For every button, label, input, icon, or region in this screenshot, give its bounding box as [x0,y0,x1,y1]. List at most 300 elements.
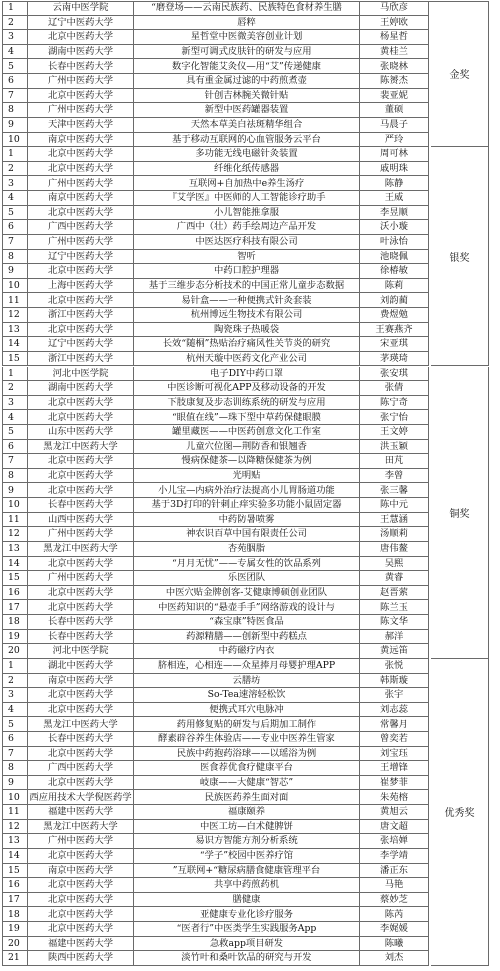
row-number: 2 [2,674,28,689]
school-name: 长春中医药大学 [28,732,134,747]
school-name: 南京中医药大学 [28,191,134,206]
school-name: 南京中医药大学 [28,864,134,879]
leader-name: 王慧涵 [360,513,429,528]
table-row [2,893,489,908]
leader-name: 田芃 [360,454,429,469]
leader-name: 马晨子 [360,118,429,133]
project-name: 光明贴 [134,469,360,484]
project-name: 易针盒——一种便携式针灸套装 [134,293,360,308]
leader-name: 陈兰玉 [360,600,429,615]
table-row [2,717,489,732]
table-row [2,410,489,425]
school-name: 浙江中医药大学 [28,308,134,323]
table-row [2,688,489,703]
school-name: 长春中医药大学 [28,615,134,630]
project-name: 云膳坊 [134,674,360,689]
table-row [2,454,489,469]
project-name: 中医工坊—白术健脾饼 [134,820,360,835]
table-row [2,425,489,440]
project-name: 中医药知识的“悬壶手手”网络游戏的设计与 [134,600,360,615]
project-name: “学子”校园中医养疗馆 [134,849,360,864]
project-name: 岐康——大健康“智芯” [134,776,360,791]
leader-name: 戚明珠 [360,162,429,177]
row-number: 8 [2,103,28,118]
row-number: 18 [2,907,28,922]
school-name: 福建中医药大学 [28,937,134,952]
leader-name: 李昱顺 [360,206,429,221]
school-name: 河北中医学院 [28,367,134,382]
table-row [2,849,489,864]
row-number: 5 [2,717,28,732]
project-name: 中医诊断可视化APP及移动设备的开发 [134,381,360,396]
leader-name: 陈静 [360,176,429,191]
project-name: 基于3D打印的针刺止痒实验多功能小鼠固定器 [134,498,360,513]
table-row [2,498,489,513]
table-row [2,571,489,586]
table-row [2,16,489,31]
table-row [2,878,489,893]
table-row [2,469,489,484]
school-name: 北京中医药大学 [28,600,134,615]
leader-name: 马欣彦 [360,1,429,16]
leader-name: 陈曦 [360,937,429,952]
row-number: 1 [2,147,28,162]
project-name: 福康颐养 [134,805,360,820]
school-name: 北京中医药大学 [28,293,134,308]
leader-name: 刘韵蔺 [360,293,429,308]
school-name: 北京中医药大学 [28,907,134,922]
school-name: 山西中医药大学 [28,513,134,528]
table-row [2,951,489,966]
leader-name: 池晓佩 [360,250,429,265]
school-name: 北京中医药大学 [28,703,134,718]
row-number: 11 [2,513,28,528]
school-name: 北京中医药大学 [28,849,134,864]
table-row [2,103,489,118]
leader-name: 唐文超 [360,820,429,835]
leader-name: 洪玉颖 [360,440,429,455]
table-row [2,264,489,279]
project-name: 针创吉林腕关微针贴 [134,89,360,104]
leader-name: 陈赟杰 [360,74,429,89]
project-name: 长效“随桐”热贴治疗痛风性关节炎的研究 [134,337,360,352]
project-name: 数字化智能艾灸仪—用“艾”传递健康 [134,59,360,74]
table-row [2,527,489,542]
table-row [2,790,489,805]
row-number: 15 [2,571,28,586]
table-row [2,513,489,528]
table-row [2,600,489,615]
leader-name: 陈莉 [360,279,429,294]
row-number: 12 [2,308,28,323]
school-name: 广西中医药大学 [28,220,134,235]
row-number: 15 [2,864,28,879]
table-row [2,381,489,396]
row-number: 17 [2,893,28,908]
leader-name: 陈文华 [360,615,429,630]
award-level: 优秀奖 [431,659,489,966]
table-row [2,176,489,191]
school-name: 辽宁中医药大学 [28,250,134,265]
row-number: 15 [2,352,28,367]
row-number: 8 [2,250,28,265]
row-number: 13 [2,542,28,557]
row-number: 17 [2,600,28,615]
leader-name: 韩斯璇 [360,674,429,689]
leader-name: 蔡妙芝 [360,893,429,908]
leader-name: 王增锋 [360,761,429,776]
row-number: 6 [2,74,28,89]
leader-name: 王文婷 [360,425,429,440]
row-number: 20 [2,937,28,952]
school-name: 北京中医药大学 [28,586,134,601]
leader-name: 徐椿敏 [360,264,429,279]
row-number: 10 [2,790,28,805]
school-name: 北京中医药大学 [28,776,134,791]
leader-name: 费煜勉 [360,308,429,323]
school-name: 北京中医药大学 [28,162,134,177]
project-name: 新型中医药罐器装置 [134,103,360,118]
project-name: “磨登场——云南民族药、民族特色食材养生膳 [134,1,360,16]
table-row [2,907,489,922]
table-row [2,659,489,674]
project-name: 亚健康专业化诊疗服务 [134,907,360,922]
row-number: 4 [2,703,28,718]
table-row [2,59,489,74]
leader-name: 李曾 [360,469,429,484]
leader-name: 李学靖 [360,849,429,864]
leader-name: 周可林 [360,147,429,162]
school-name: 北京中医药大学 [28,410,134,425]
project-name: 下肢康复及步态训练系统的研发与应用 [134,396,360,411]
project-name: 儿童穴位图—荆防香和银翘香 [134,440,360,455]
leader-name: 崔梦菲 [360,776,429,791]
table-row [2,133,489,148]
school-name: 北京中医药大学 [28,89,134,104]
table-row [2,352,489,367]
table-row [2,761,489,776]
row-number: 5 [2,59,28,74]
table-row [2,30,489,45]
table-row [2,834,489,849]
row-number: 13 [2,834,28,849]
row-number: 3 [2,30,28,45]
row-number: 2 [2,16,28,31]
leader-name: 朱苑榕 [360,790,429,805]
project-name: 唇粹 [134,16,360,31]
leader-name: 马艳 [360,878,429,893]
table-row [2,206,489,221]
school-name: 西应用技术大学倪医药学 [28,790,134,805]
row-number: 14 [2,337,28,352]
leader-name: 宋亚琪 [360,337,429,352]
table-row [2,805,489,820]
project-name: 医食荐优食疗健康平台 [134,761,360,776]
project-name: 罐里藏医——中医药创意文化工作室 [134,425,360,440]
row-number: 4 [2,191,28,206]
leader-name: 裴亚妮 [360,89,429,104]
row-number: 2 [2,162,28,177]
row-number: 9 [2,483,28,498]
table-row [2,147,489,162]
table-row [2,732,489,747]
leader-name: 严玲 [360,133,429,148]
school-name: 长春中医药大学 [28,630,134,645]
table-row [2,776,489,791]
school-name: 陕西中医药大学 [28,951,134,966]
table-row [2,440,489,455]
project-name: ”互联网+“糖尿病膳食健康管理平台 [134,864,360,879]
table-row [2,293,489,308]
school-name: 北京中医药大学 [28,454,134,469]
leader-name: 黄旭云 [360,805,429,820]
leader-name: 黄睿 [360,571,429,586]
school-name: 广州中医药大学 [28,74,134,89]
leader-name: 张悦 [360,659,429,674]
project-name: 电子DIY中药口罩 [134,367,360,382]
row-number: 4 [2,410,28,425]
table-row [2,323,489,338]
leader-name: 常馨月 [360,717,429,732]
project-name: 多功能无线电磁针灸装置 [134,147,360,162]
school-name: 北京中医药大学 [28,147,134,162]
project-name: 广西中（壮）药手绘周边产品开发 [134,220,360,235]
school-name: 长春中医药大学 [28,498,134,513]
school-name: 广州中医药大学 [28,176,134,191]
school-name: 黑龙江中医药大学 [28,440,134,455]
project-name: 中医达医疗科技有限公司 [134,235,360,250]
row-number: 1 [2,1,28,16]
school-name: 广州中医药大学 [28,103,134,118]
project-name: 便携式耳穴电脉冲 [134,703,360,718]
leader-name: 陈宁奇 [360,396,429,411]
table-row [2,864,489,879]
row-number: 18 [2,615,28,630]
project-name: “森宝康”特医食品 [134,615,360,630]
row-number: 8 [2,761,28,776]
table-row [2,586,489,601]
leader-name: 吴熙 [360,557,429,572]
project-name: 中药口腔护理器 [134,264,360,279]
school-name: 北京中医药大学 [28,922,134,937]
table-row [2,674,489,689]
project-name: 药源精膳——创新型中药糕点 [134,630,360,645]
project-name: “医者行”中医类学生实践服务App [134,922,360,937]
row-number: 10 [2,498,28,513]
project-name: 陶瓷珠子热暖袋 [134,323,360,338]
leader-name: 董硕 [360,103,429,118]
row-number: 16 [2,586,28,601]
project-name: 杭州博远生物技术有限公司 [134,308,360,323]
school-name: 长春中医药大学 [28,59,134,74]
table-row [2,483,489,498]
project-name: 天然本草美白祛斑精华组合 [134,118,360,133]
project-name: 酵素辟谷养生体验店——专业中医养生管家 [134,732,360,747]
table-row [2,220,489,235]
school-name: 北京中医药大学 [28,747,134,762]
row-number: 12 [2,527,28,542]
project-name: 易识方智能方剂分析系统 [134,834,360,849]
row-number: 6 [2,732,28,747]
table-row [2,250,489,265]
leader-name: 曾奕若 [360,732,429,747]
row-number: 9 [2,118,28,133]
school-name: 北京中医药大学 [28,893,134,908]
leader-name: 刘志蕊 [360,703,429,718]
school-name: 湖南中医药大学 [28,45,134,60]
project-name: 中药防暑喷雾 [134,513,360,528]
project-name: 共享中药煎药机 [134,878,360,893]
table-row [2,235,489,250]
leader-name: 张安琪 [360,367,429,382]
project-name: 互联网+自加热中e养生汤疗 [134,176,360,191]
leader-name: 张培婵 [360,834,429,849]
project-name: 民族医药养生面对面 [134,790,360,805]
table-row [2,922,489,937]
project-name: 中医穴贴金牌创客-艾健康博硕创业团队 [134,586,360,601]
award-level: 铜奖 [431,367,489,659]
project-name: 智听 [134,250,360,265]
table-row [2,703,489,718]
table-row [2,45,489,60]
row-number: 14 [2,557,28,572]
row-number: 9 [2,776,28,791]
school-name: 黑龙江中医药大学 [28,542,134,557]
project-name: 具有重金属过滤的中药煎煮壶 [134,74,360,89]
leader-name: 茅瑛琦 [360,352,429,367]
project-name: “月月无忧”——专属女性的饮品系列 [134,557,360,572]
school-name: 广州中医药大学 [28,571,134,586]
project-name: 慢病保健茶—以降糖保健茶为例 [134,454,360,469]
school-name: 广州中医药大学 [28,235,134,250]
row-number: 6 [2,220,28,235]
table-row [2,74,489,89]
project-name: 神农识百草中国有限责任公司 [134,527,360,542]
table-row [2,367,489,382]
project-name: 乐医团队 [134,571,360,586]
project-name: 急救app项目研发 [134,937,360,952]
school-name: 北京中医药大学 [28,483,134,498]
project-name: 小儿宝—内病外治疗法提高小儿胃肠道功能 [134,483,360,498]
school-name: 浙江中医药大学 [28,352,134,367]
school-name: 广州中医药大学 [28,834,134,849]
leader-name: 张三馨 [360,483,429,498]
row-number: 1 [2,367,28,382]
project-name: 『艾学医』中医师的人工智能诊疗助手 [134,191,360,206]
row-number: 20 [2,644,28,659]
table-row [2,557,489,572]
row-number: 9 [2,264,28,279]
row-number: 3 [2,396,28,411]
project-name: 药用修复贴的研发与后期加工制作 [134,717,360,732]
row-number: 7 [2,89,28,104]
table-row [2,820,489,835]
school-name: 福建中医药大学 [28,805,134,820]
row-number: 3 [2,688,28,703]
row-number: 5 [2,206,28,221]
school-name: 北京中医药大学 [28,30,134,45]
table-row [2,615,489,630]
row-number: 19 [2,630,28,645]
school-name: 北京中医药大学 [28,469,134,484]
school-name: 天津中医药大学 [28,118,134,133]
table-row [2,630,489,645]
school-name: 云南中医学院 [28,1,134,16]
row-number: 19 [2,922,28,937]
leader-name: 王威 [360,191,429,206]
table-row [2,747,489,762]
leader-name: 王婷欧 [360,16,429,31]
school-name: 南京中医药大学 [28,674,134,689]
project-name: 新型可调式皮肤针的研发与应用 [134,45,360,60]
leader-name: 张宁怡 [360,410,429,425]
award-level: 银奖 [431,147,489,366]
project-name: 纤维化纸传感器 [134,162,360,177]
row-number: 11 [2,293,28,308]
row-number: 1 [2,659,28,674]
school-name: 辽宁中医药大学 [28,16,134,31]
school-name: 南京中医药大学 [28,133,134,148]
school-name: 湖北中医药大学 [28,659,134,674]
school-name: 黑龙江中医药大学 [28,820,134,835]
table-row [2,308,489,323]
leader-name: 张晓林 [360,59,429,74]
leader-name: 陈芮 [360,907,429,922]
school-name: 黑龙江中医药大学 [28,717,134,732]
row-number: 10 [2,279,28,294]
school-name: 北京中医药大学 [28,557,134,572]
school-name: 北京中医药大学 [28,396,134,411]
row-number: 14 [2,849,28,864]
school-name: 辽宁中医药大学 [28,337,134,352]
table-row [2,162,489,177]
project-name: 中药磁疗内衣 [134,644,360,659]
leader-name: 张倩 [360,381,429,396]
leader-name: 汤顺莉 [360,527,429,542]
school-name: 山东中医药大学 [28,425,134,440]
leader-name: 叶泳怡 [360,235,429,250]
table-row [2,644,489,659]
project-name: 基于三维步态分析技术的中国正常儿童步态数据 [134,279,360,294]
project-name: “眼值在线”—珠下型中草药保健眼膜 [134,410,360,425]
project-name: So-Tea速溶轻松饮 [134,688,360,703]
leader-name: 陈中元 [360,498,429,513]
school-name: 上海中医药大学 [28,279,134,294]
leader-name: 郝洋 [360,630,429,645]
table-row [2,542,489,557]
leader-name: 唐伟鳌 [360,542,429,557]
row-number: 7 [2,235,28,250]
leader-name: 王赛燕齐 [360,323,429,338]
school-name: 北京中医药大学 [28,206,134,221]
table-row [2,191,489,206]
leader-name: 刘宝珏 [360,747,429,762]
project-name: 民族中药抱药浴球——以瑶浴为例 [134,747,360,762]
row-number: 13 [2,323,28,338]
row-number: 7 [2,454,28,469]
award-table [2,1,489,969]
leader-name: 李娓媛 [360,922,429,937]
row-number: 4 [2,45,28,60]
row-number: 10 [2,133,28,148]
table-row [2,1,489,16]
project-name: 星哲堂中医微美容创业计划 [134,30,360,45]
table-row [2,396,489,411]
row-number: 8 [2,469,28,484]
table-row [2,279,489,294]
row-number: 5 [2,425,28,440]
leader-name: 赵晋萦 [360,586,429,601]
